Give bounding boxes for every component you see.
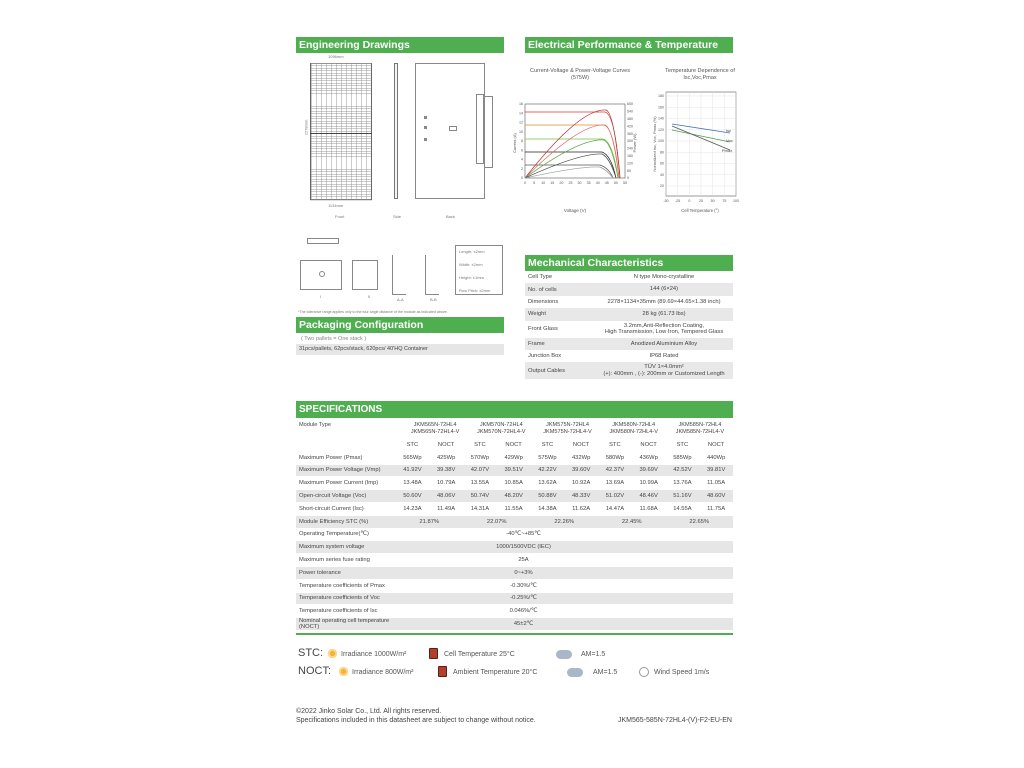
noct-header: NOCT <box>572 441 590 448</box>
spec-value: 39.60V <box>571 467 591 474</box>
noct-am: AM=1.5 <box>593 669 618 676</box>
spec-value: 48.33V <box>571 493 591 500</box>
spec-single-row <box>296 618 733 631</box>
tolerance-note: *The tolerance range applies only to the four angle distance of the module as indicated above. <box>298 310 448 314</box>
stc-header: STC <box>406 441 419 448</box>
cloud-icon <box>567 668 583 677</box>
iv-y-tick-left: 16 <box>519 102 523 107</box>
iv-y-tick-right: 480 <box>627 117 633 121</box>
efficiency-label: Module Efficiency STC (%) <box>299 518 369 525</box>
spec-cells <box>396 480 734 486</box>
temp-x-tick: 50 <box>710 199 715 203</box>
side-view-drawing <box>394 63 398 199</box>
spec-row <box>296 490 733 503</box>
iv-x-tick: 30 <box>577 181 582 185</box>
spec-value: 14.38A <box>538 505 557 512</box>
thermometer-icon <box>429 648 438 659</box>
spec-label: Temperature coefficients of Voc <box>299 595 380 602</box>
iv-y-tick-left: 10 <box>519 129 523 134</box>
spec-value: 42.22V <box>538 467 557 474</box>
iv-y-tick-left: 6 <box>521 148 523 153</box>
spec-label: Open-circuit Voltage (Voc) <box>299 493 367 500</box>
spec-label: Short-circuit Current (Isc) <box>299 505 364 512</box>
iv-y-tick-right: 600 <box>627 102 633 107</box>
spec-value: 10.99A <box>639 480 658 487</box>
spec-value: 45±2℃ <box>513 621 534 628</box>
temp-y-tick: 40 <box>660 172 664 177</box>
pmax-label: Pmax <box>722 148 733 153</box>
mount-hole <box>424 116 427 119</box>
detail-ii-drawing <box>352 260 378 290</box>
iv-xlabel: Voltage (V) <box>563 208 587 213</box>
iv-y-tick-left: 8 <box>521 139 523 144</box>
iv-y-tick-left: 4 <box>521 157 523 162</box>
stc-header: STC <box>609 441 621 448</box>
iv-y-tick-left: 14 <box>519 111 523 116</box>
front-view-drawing <box>300 55 390 215</box>
iv-ylabel-right: Power (W) <box>632 133 637 153</box>
spec-single-row <box>296 567 733 580</box>
thermometer-icon <box>438 666 447 677</box>
detail-hole <box>319 271 325 277</box>
efficiency-value: 22.45% <box>621 518 642 525</box>
spec-value: -40℃~+85℃ <box>506 531 541 538</box>
temp-chart-title: Temperature Dependence of Isc,Voc,Pmax <box>665 68 735 81</box>
temp-y-tick: 20 <box>660 184 664 189</box>
spec-bottom-rule <box>296 633 733 635</box>
spec-value: 580Wp <box>605 454 625 461</box>
mechanical-value-line: N type Mono-crystalline <box>633 273 695 280</box>
model-name-line: JKM580N-72HL4 <box>612 422 656 428</box>
back-frame-bar <box>476 94 484 164</box>
spec-value: -0.25%/℃ <box>510 595 537 602</box>
model-name <box>601 422 667 436</box>
spec-value: 48.60V <box>706 493 726 500</box>
spec-value: 50.60V <box>403 493 422 500</box>
tolerance-height: Height: ±1mm <box>459 275 484 280</box>
voc-label: Voc <box>726 138 733 143</box>
mechanical-value <box>595 311 733 318</box>
iv-x-tick: 10 <box>541 181 546 185</box>
section-b-profile <box>425 255 439 295</box>
label-detail-i: I <box>320 294 322 299</box>
spec-label: Maximum Power (Pmax) <box>299 454 363 461</box>
spec-value: 25A <box>518 557 529 564</box>
iv-y-ticks-left <box>519 102 523 180</box>
mechanical-key: Cell Type <box>528 274 553 281</box>
spec-value: 425Wp <box>436 454 456 461</box>
temp-dependence-chart <box>650 86 745 216</box>
mechanical-value-line: 2278×1134×35mm (89.69×44.65×1.38 inch) <box>607 298 721 305</box>
footer-disclaimer: Specifications included in this datasheet are subject to change without notice. <box>296 717 536 724</box>
back-frame-bracket <box>485 96 493 168</box>
iv-x-ticks <box>524 181 627 185</box>
mechanical-row <box>525 321 733 338</box>
model-name-line: JKM575N-72HL4 <box>546 422 589 428</box>
spec-value: 42.07V <box>470 467 490 474</box>
tolerance-width: Width: ±2mm <box>459 262 483 267</box>
iv-x-tick: 50 <box>613 181 618 185</box>
spec-value: 11.75A <box>707 505 726 512</box>
spec-value: 13.69A <box>605 480 625 487</box>
mechanical-value-line: TÜV 1×4.0mm² <box>644 364 684 371</box>
model-name-line: JKM580N-72HL4-V <box>609 429 658 435</box>
model-name-line: JKM570N-72HL4-V <box>477 429 526 435</box>
spec-value: 0~+3% <box>514 569 533 576</box>
model-name <box>667 422 733 436</box>
tolerance-box <box>455 245 503 295</box>
spec-cells <box>396 493 734 499</box>
spec-label: Power tolerance <box>299 569 341 576</box>
back-view-drawing <box>415 63 485 199</box>
label-side: Side <box>393 214 402 219</box>
mechanical-key: Frame <box>528 340 545 347</box>
temp-x-tick: 25 <box>699 199 703 203</box>
spec-single-row <box>296 580 733 593</box>
spec-value: 436Wp <box>639 454 658 461</box>
spec-value: 42.37V <box>605 467 625 474</box>
label-detail-bb: B-B <box>430 297 437 302</box>
spec-value: 42.52V <box>673 467 692 474</box>
spec-label: Nominal operating cell temperature (NOCT) <box>299 618 390 631</box>
spec-value: 50.88V <box>538 493 557 500</box>
label-detail-aa: A-A <box>397 297 404 302</box>
temp-y-tick: 100 <box>658 139 664 144</box>
condition-cells <box>396 442 734 448</box>
spec-value: 13.55A <box>470 480 490 487</box>
iv-y-tick-right: 0 <box>627 176 629 181</box>
cloud-icon <box>556 650 572 659</box>
junction-box-outline <box>449 126 457 131</box>
tolerance-row-pitch: Row Pitch: ±2mm <box>459 288 491 293</box>
stc-am: AM=1.5 <box>581 651 606 658</box>
spec-single-row <box>296 554 733 567</box>
sun-icon <box>327 648 338 659</box>
spec-value: 570Wp <box>470 454 490 461</box>
dim-top-label: 1096mm <box>328 54 344 59</box>
spec-row <box>296 477 733 490</box>
temp-x-tick: -25 <box>675 199 681 203</box>
efficiency-value: 21.87% <box>419 518 440 525</box>
temp-x-tick: 0 <box>688 199 691 203</box>
spec-single-row <box>296 541 733 554</box>
spec-cells <box>396 467 734 473</box>
model-type-header <box>296 419 733 439</box>
dim-side-label: 2278mm <box>303 119 309 136</box>
spec-cells <box>396 455 734 461</box>
iv-x-tick: 35 <box>586 181 591 185</box>
model-name-line: JKM585N-72HL4-V <box>675 429 725 435</box>
efficiency-row <box>296 516 733 529</box>
stc-header: STC <box>541 441 554 448</box>
mechanical-key: Dimensions <box>528 298 559 305</box>
spec-value: 11.49A <box>437 505 456 512</box>
temp-y-ticks <box>658 94 664 188</box>
spec-value: 51.02V <box>605 493 625 500</box>
packaging-header: Packaging Configuration <box>296 317 504 333</box>
packaging-note: ( Two pallets = One stack ) <box>301 336 367 342</box>
spec-label: Maximum series fuse rating <box>299 557 370 564</box>
specifications-header: SPECIFICATIONS <box>296 401 733 418</box>
spec-value: 575Wp <box>538 454 557 461</box>
mechanical-row <box>525 283 733 295</box>
spec-value: 1000/1500VDC (IEC) <box>496 544 551 551</box>
spec-row <box>296 465 733 478</box>
spec-label: Operating Temperature(℃) <box>299 531 369 538</box>
cable-detail <box>307 238 339 244</box>
iv-y-tick-left: 12 <box>519 120 523 125</box>
spec-value: 429Wp <box>504 454 523 461</box>
noct-ambient-temperature: Ambient Temperature 20°C <box>453 669 538 676</box>
engineering-drawings-header: Engineering Drawings <box>296 37 504 53</box>
iv-x-tick: 55 <box>623 181 627 185</box>
mechanical-header: Mechanical Characteristics <box>525 255 733 271</box>
wind-icon <box>639 667 649 677</box>
iv-chart-title: Current-Voltage & Power-Voltage Curves (575W) <box>530 68 630 81</box>
spec-value: 14.23A <box>403 505 422 512</box>
iv-curve-chart <box>510 98 640 218</box>
spec-value: 0.046%/℃ <box>509 608 538 615</box>
spec-value: 39.69V <box>639 467 658 474</box>
spec-single-row <box>296 593 733 606</box>
mechanical-row <box>525 308 733 320</box>
iv-y-tick-right: 240 <box>627 146 633 151</box>
iv-x-tick: 45 <box>604 181 609 185</box>
temp-x-tick: -50 <box>663 199 669 203</box>
temp-y-tick: 140 <box>658 116 664 121</box>
spec-value: 13.76A <box>673 480 692 487</box>
mechanical-value-line: IP68 Rated <box>649 352 679 359</box>
iv-y-tick-right: 540 <box>627 109 633 114</box>
iv-y-tick-right: 180 <box>627 154 633 158</box>
spec-label: Temperature coefficients of Isc <box>299 608 378 615</box>
iv-y-tick-right: 60 <box>627 168 631 173</box>
iv-y-tick-right: 360 <box>627 131 633 136</box>
mechanical-value-line: Anodized Aluminium Alloy <box>630 340 698 347</box>
mechanical-value <box>595 323 733 336</box>
spec-label: Maximum Power Current (Imp) <box>299 480 379 487</box>
iv-x-tick: 40 <box>595 181 600 185</box>
model-name-line: JKM570N-72HL4 <box>479 422 523 428</box>
spec-value: 48.46V <box>639 493 658 500</box>
temp-y-tick: 120 <box>658 127 664 132</box>
mechanical-key: No. of cells <box>528 286 557 293</box>
stc-header: STC <box>676 441 689 448</box>
spec-value: 11.62A <box>572 505 591 512</box>
footer-copyright: ©2022 Jinko Solar Co., Ltd. All rights reserved. <box>296 708 442 715</box>
noct-header: NOCT <box>437 441 455 448</box>
iv-y-tick-left: 0 <box>521 176 523 181</box>
noct-label: NOCT: <box>298 665 331 677</box>
footer-doc-code: JKM565-585N-72HL4-(V)-F2-EU-EN <box>618 717 732 724</box>
iv-y-tick-right: 420 <box>627 124 633 129</box>
temp-x-ticks <box>663 199 739 203</box>
iv-y-tick-right: 120 <box>627 161 633 166</box>
spec-value: 585Wp <box>673 454 692 461</box>
mechanical-value <box>595 299 733 306</box>
iv-x-tick: 15 <box>550 181 555 185</box>
iv-ylabel-left: Current (A) <box>512 133 517 153</box>
mechanical-value-line: 28 kg (61.73 lbs) <box>642 311 686 318</box>
sun-icon <box>338 666 349 677</box>
temp-y-tick: 160 <box>658 105 664 110</box>
mechanical-value-line: High Transmission, Low Iron, Tempered Glass <box>604 329 724 336</box>
temp-x-tick: 100 <box>733 199 739 203</box>
temp-y-tick: 180 <box>658 94 664 99</box>
noct-wind-speed: Wind Speed 1m/s <box>654 669 710 676</box>
label-front: Front <box>335 214 345 219</box>
spec-value: -0.30%/℃ <box>510 582 537 589</box>
mount-hole <box>424 138 427 141</box>
mechanical-row <box>525 350 733 362</box>
spec-value: 39.38V <box>436 467 456 474</box>
temp-y-tick: 80 <box>660 150 664 155</box>
mechanical-value <box>595 274 733 281</box>
mechanical-key: Weight <box>528 311 546 318</box>
label-detail-ii: II <box>368 294 371 299</box>
model-name <box>402 422 468 436</box>
spec-value: 10.79A <box>436 480 456 487</box>
spec-value: 13.62A <box>538 480 557 487</box>
temp-x-tick: 75 <box>722 199 727 203</box>
spec-value: 13.48A <box>403 480 422 487</box>
spec-value: 50.74V <box>470 493 490 500</box>
model-name <box>534 422 600 436</box>
spec-value: 10.85A <box>504 480 523 487</box>
mechanical-value-line: 3.2mm,Anti-Reflection Coating, <box>623 322 705 329</box>
mechanical-table <box>525 271 733 379</box>
model-name-line: JKM585N-72HL4 <box>678 422 722 428</box>
mechanical-value <box>595 341 733 348</box>
spec-value: 10.92A <box>571 480 591 487</box>
spec-value: 39.81V <box>706 467 726 474</box>
stc-cell-temperature: Cell Temperature 25°C <box>444 651 515 658</box>
specifications-table <box>296 419 733 631</box>
spec-value: 11.05A <box>707 480 726 487</box>
mechanical-value <box>595 364 733 377</box>
condition-header-row <box>296 439 733 452</box>
stc-header: STC <box>474 441 486 448</box>
mechanical-row <box>525 338 733 350</box>
spec-row <box>296 452 733 465</box>
noct-header: NOCT <box>505 441 522 448</box>
efficiency-cells <box>396 519 734 525</box>
dim-bottom-label: 1134mm <box>328 203 344 208</box>
stc-irradiance: Irradiance 1000W/m² <box>341 651 407 658</box>
spec-value: 14.55A <box>673 505 692 512</box>
model-name <box>468 422 534 436</box>
spec-value: 11.55A <box>504 505 523 512</box>
iv-y-tick-left: 2 <box>521 166 523 171</box>
spec-value: 48.20V <box>504 493 523 500</box>
mount-hole <box>424 126 427 129</box>
spec-label: Temperature coefficients of Pmax <box>299 582 385 589</box>
spec-single-row <box>296 529 733 542</box>
panel-midline <box>310 133 372 134</box>
noct-irradiance: Irradiance 800W/m² <box>352 669 414 676</box>
spec-value: 41.92V <box>403 467 422 474</box>
spec-single-row <box>296 605 733 618</box>
mechanical-row <box>525 296 733 308</box>
spec-label: Maximum Power Voltage (Vmp) <box>299 467 381 474</box>
label-back: Back <box>446 214 455 219</box>
mechanical-key: Junction Box <box>528 353 562 360</box>
spec-value: 432Wp <box>571 454 591 461</box>
module-type-label: Module Type <box>299 422 331 428</box>
efficiency-value: 22.07% <box>486 518 507 525</box>
spec-value: 440Wp <box>706 454 726 461</box>
mechanical-row <box>525 362 733 379</box>
spec-row <box>296 503 733 516</box>
spec-value: 11.68A <box>639 505 658 512</box>
detail-i-drawing <box>300 260 342 290</box>
efficiency-value: 22.65% <box>689 518 710 525</box>
model-name-line: JKM565N-72HL4-V <box>410 429 460 435</box>
electrical-header: Electrical Performance & Temperature Dependence <box>525 37 733 53</box>
mechanical-value-line: 144 (6×24) <box>649 286 679 293</box>
front-panel-grid <box>310 63 372 200</box>
model-name-line: JKM565N-72HL4 <box>413 422 457 428</box>
tolerance-length: Length: ±2mm <box>459 249 485 254</box>
model-name-line: JKM575N-72HL4-V <box>543 429 592 435</box>
iv-x-tick: 20 <box>559 181 564 185</box>
noct-header: NOCT <box>640 441 657 448</box>
mechanical-value <box>595 353 733 360</box>
spec-value: 14.31A <box>470 505 490 512</box>
spec-cells <box>396 506 734 512</box>
iv-x-tick: 0 <box>524 181 526 185</box>
noct-header: NOCT <box>707 441 725 448</box>
mechanical-value-line: (+): 400mm , (-): 200mm or Customized Length <box>603 370 725 377</box>
section-a-profile <box>392 255 406 295</box>
spec-value: 48.06V <box>436 493 456 500</box>
spec-value: 14.47A <box>605 505 625 512</box>
stc-label: STC: <box>298 647 324 659</box>
spec-value: 565Wp <box>403 454 422 461</box>
efficiency-value: 22.26% <box>554 518 575 525</box>
temp-y-tick: 60 <box>660 161 664 166</box>
temp-ylabel: Normalized Isc, Voc, Pmax (%) <box>652 116 657 172</box>
isc-label: Isc <box>726 128 732 133</box>
mechanical-key: Output Cables <box>528 367 566 374</box>
mechanical-row <box>525 271 733 283</box>
spec-value: 39.51V <box>504 467 523 474</box>
iv-x-tick: 25 <box>568 181 573 185</box>
mechanical-key: Front Glass <box>528 326 558 333</box>
packaging-line: 31pcs/pallets, 62pcs/stack, 620pcs/ 40'HQ Container <box>296 344 504 355</box>
spec-value: 51.16V <box>673 493 692 500</box>
mechanical-value <box>595 286 733 293</box>
temp-xlabel: Cell Temperature (°) <box>681 208 719 213</box>
iv-y-tick-right: 300 <box>627 139 633 144</box>
iv-x-tick: 5 <box>533 181 536 185</box>
spec-label: Maximum system voltage <box>299 544 365 551</box>
